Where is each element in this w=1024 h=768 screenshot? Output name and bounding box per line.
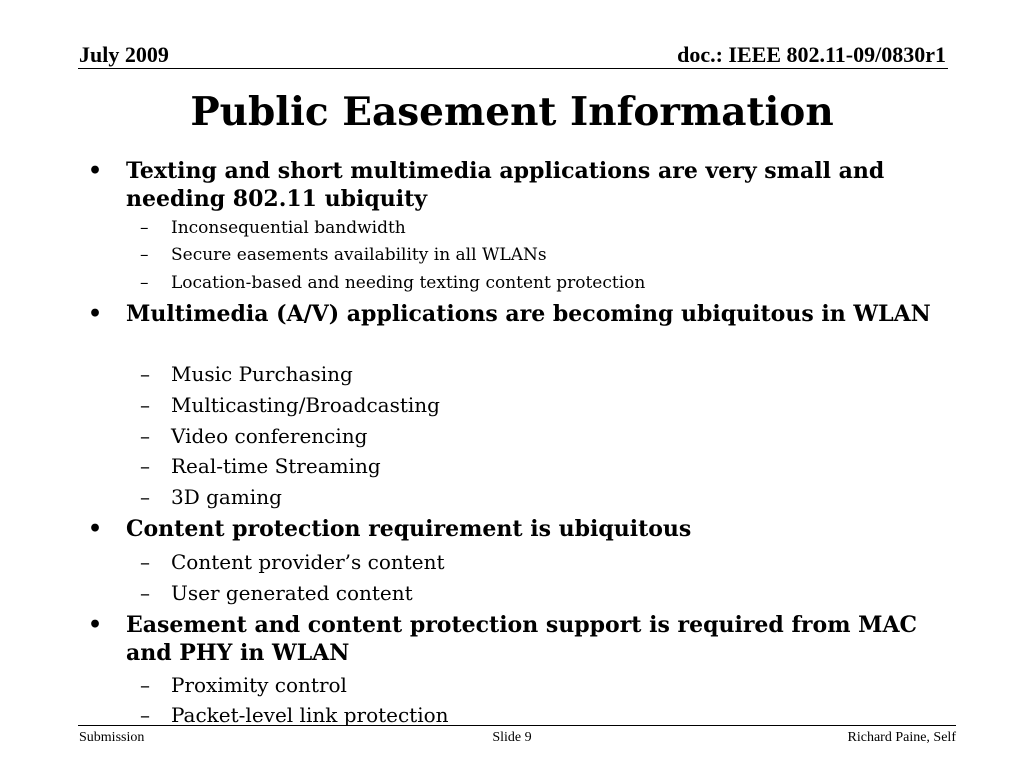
sub-bullet-item (140, 217, 406, 239)
sub-bullet-marker: – (140, 673, 150, 697)
bullet-item (88, 515, 948, 543)
sub-bullet-item (140, 549, 445, 575)
sub-bullet-item (140, 423, 367, 449)
sub-bullet-marker: – (140, 703, 150, 727)
sub-bullet-item (140, 392, 440, 418)
footer-submission: Submission (79, 730, 145, 745)
bullet-item (88, 157, 948, 213)
sub-bullet-marker: – (140, 273, 149, 293)
header-doc-id: doc.: IEEE 802.11-09/0830r1 (677, 42, 946, 67)
sub-bullet-item (140, 453, 381, 479)
sub-bullet-text: Video conferencing (171, 424, 368, 448)
sub-bullet-item (140, 244, 547, 266)
sub-bullet-text: Content provider’s content (171, 550, 445, 574)
bullet-item (88, 300, 948, 328)
sub-bullet-marker: – (140, 424, 150, 448)
sub-bullet-marker: – (140, 393, 150, 417)
sub-bullet-marker: – (140, 454, 150, 478)
sub-bullet-item (140, 361, 353, 387)
sub-bullet-text: Proximity control (171, 673, 347, 697)
sub-bullet-text: Music Purchasing (171, 362, 353, 386)
sub-bullet-item (140, 580, 413, 606)
header-date: July 2009 (79, 42, 169, 67)
sub-bullet-text: Packet-level link protection (171, 703, 449, 727)
bullet-text: Multimedia (A/V) applications are becoming ubiquitous in WLAN (126, 301, 931, 327)
bullet-marker: • (88, 301, 103, 327)
sub-bullet-marker: – (140, 245, 149, 265)
footer-author: Richard Paine, Self (847, 730, 956, 745)
sub-bullet-marker: – (140, 550, 150, 574)
sub-bullet-text: Multicasting/Broadcasting (171, 393, 440, 417)
sub-bullet-text: Secure easements availability in all WLANs (171, 245, 547, 265)
sub-bullet-marker: – (140, 485, 150, 509)
header-divider (78, 68, 948, 69)
sub-bullet-item (140, 272, 645, 294)
footer-divider (78, 725, 956, 726)
sub-bullet-item (140, 672, 347, 698)
bullet-marker: • (88, 516, 103, 542)
slide-title: Public Easement Information (190, 89, 834, 135)
sub-bullet-marker: – (140, 362, 150, 386)
bullet-text: Content protection requirement is ubiquitous (126, 516, 692, 542)
sub-bullet-item (140, 484, 282, 510)
bullet-text: Easement and content protection support is required from MAC and PHY in WLAN (126, 612, 918, 666)
bullet-marker: • (88, 158, 103, 184)
sub-bullet-text: 3D gaming (171, 485, 282, 509)
bullet-item (88, 611, 948, 667)
bullet-marker: • (88, 612, 103, 638)
sub-bullet-text: Location-based and needing texting content protection (171, 273, 646, 293)
sub-bullet-text: User generated content (171, 581, 413, 605)
bullet-text: Texting and short multimedia applications are very small and needing 802.11 ubiquity (126, 158, 885, 212)
sub-bullet-marker: – (140, 581, 150, 605)
footer-slide-number: Slide 9 (492, 730, 532, 745)
sub-bullet-marker: – (140, 218, 149, 238)
sub-bullet-text: Real-time Streaming (171, 454, 381, 478)
sub-bullet-text: Inconsequential bandwidth (171, 218, 406, 238)
